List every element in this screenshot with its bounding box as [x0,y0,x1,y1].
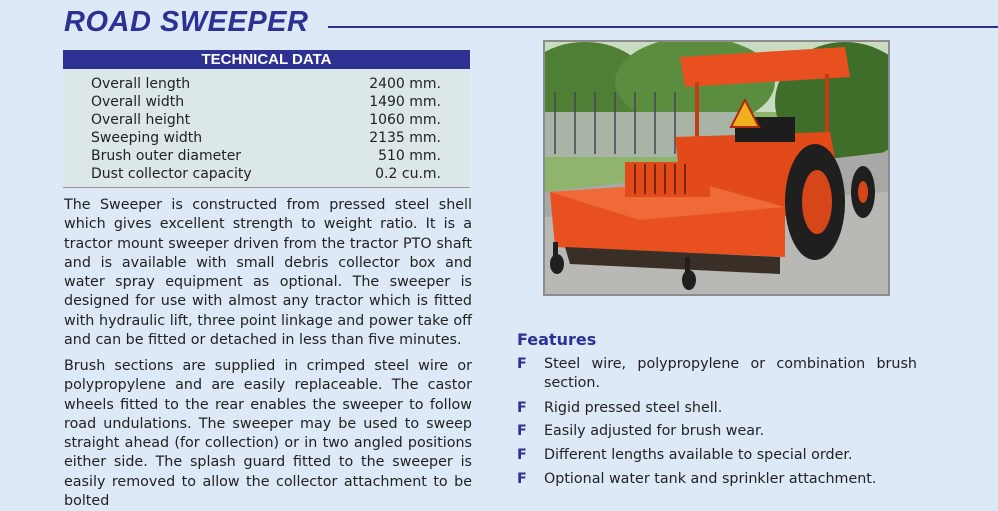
feature-text: Optional water tank and sprinkler attachment. [544,471,877,487]
spec-label: Overall height [91,112,191,128]
feature-item [517,422,917,441]
spec-row [91,129,441,147]
page-title: ROAD SWEEPER [64,6,309,38]
feature-item [517,470,917,489]
bullet-icon: F [517,400,527,416]
bullet-icon: F [517,356,527,372]
spec-label: Overall length [91,76,191,92]
spec-label: Dust collector capacity [91,166,252,182]
feature-text: Rigid pressed steel shell. [544,400,723,416]
spec-label: Brush outer diameter [91,148,242,164]
features-heading: Features [517,330,597,349]
spec-value: 1060 mm. [369,112,441,128]
title-rule [328,26,998,28]
feature-item [517,355,917,394]
technical-data-heading: TECHNICAL DATA [63,50,470,69]
spec-value: 0.2 cu.m. [375,166,441,182]
spec-row [91,165,441,183]
spec-row [91,111,441,129]
bullet-icon: F [517,447,527,463]
spec-value: 1490 mm. [369,94,441,110]
feature-text: Steel wire, polypropylene or combination brush section. [544,356,917,392]
bullet-icon: F [517,471,527,487]
spec-label: Sweeping width [91,130,203,146]
technical-data-table [63,70,470,188]
spec-row [91,93,441,111]
description-paragraph-2: Brush sections are supplied in crimped steel wire or polypropylene and are easily replaceable. The castor wheels fitted to the rear enables the sweeper to follow road undulations. The sweeper may be used to sweep straight ahead (for collection) or in two angled positions either side. The splash guard fitted to the sweeper is easily removed to allow the collector attachment to be bolted [64,358,472,510]
feature-text: Easily adjusted for brush wear. [544,423,765,439]
spec-value: 2135 mm. [369,130,441,146]
road-sweeper-photo [543,40,890,296]
feature-item [517,446,917,465]
spec-value: 2400 mm. [369,76,441,92]
feature-item [517,399,917,418]
bullet-icon: F [517,423,527,439]
spec-value: 510 mm. [378,148,441,164]
feature-text: Different lengths available to special order. [544,447,853,463]
spec-row [91,75,441,93]
tractor-sweeper-illustration [545,42,888,294]
description-paragraph-1: The Sweeper is constructed from pressed steel shell which gives excellent strength to weight ratio. It is a tractor mount sweeper driven from the tractor PTO shaft and is available with small debris collector box and water spray equipment as optional. The sweeper is designed for use with almost any tractor which is fitted with hydraulic lift, three point linkage and power take off and can be fitted or detached in less than five minutes. [64,197,472,349]
spec-row [91,147,441,165]
spec-label: Overall width [91,94,185,110]
